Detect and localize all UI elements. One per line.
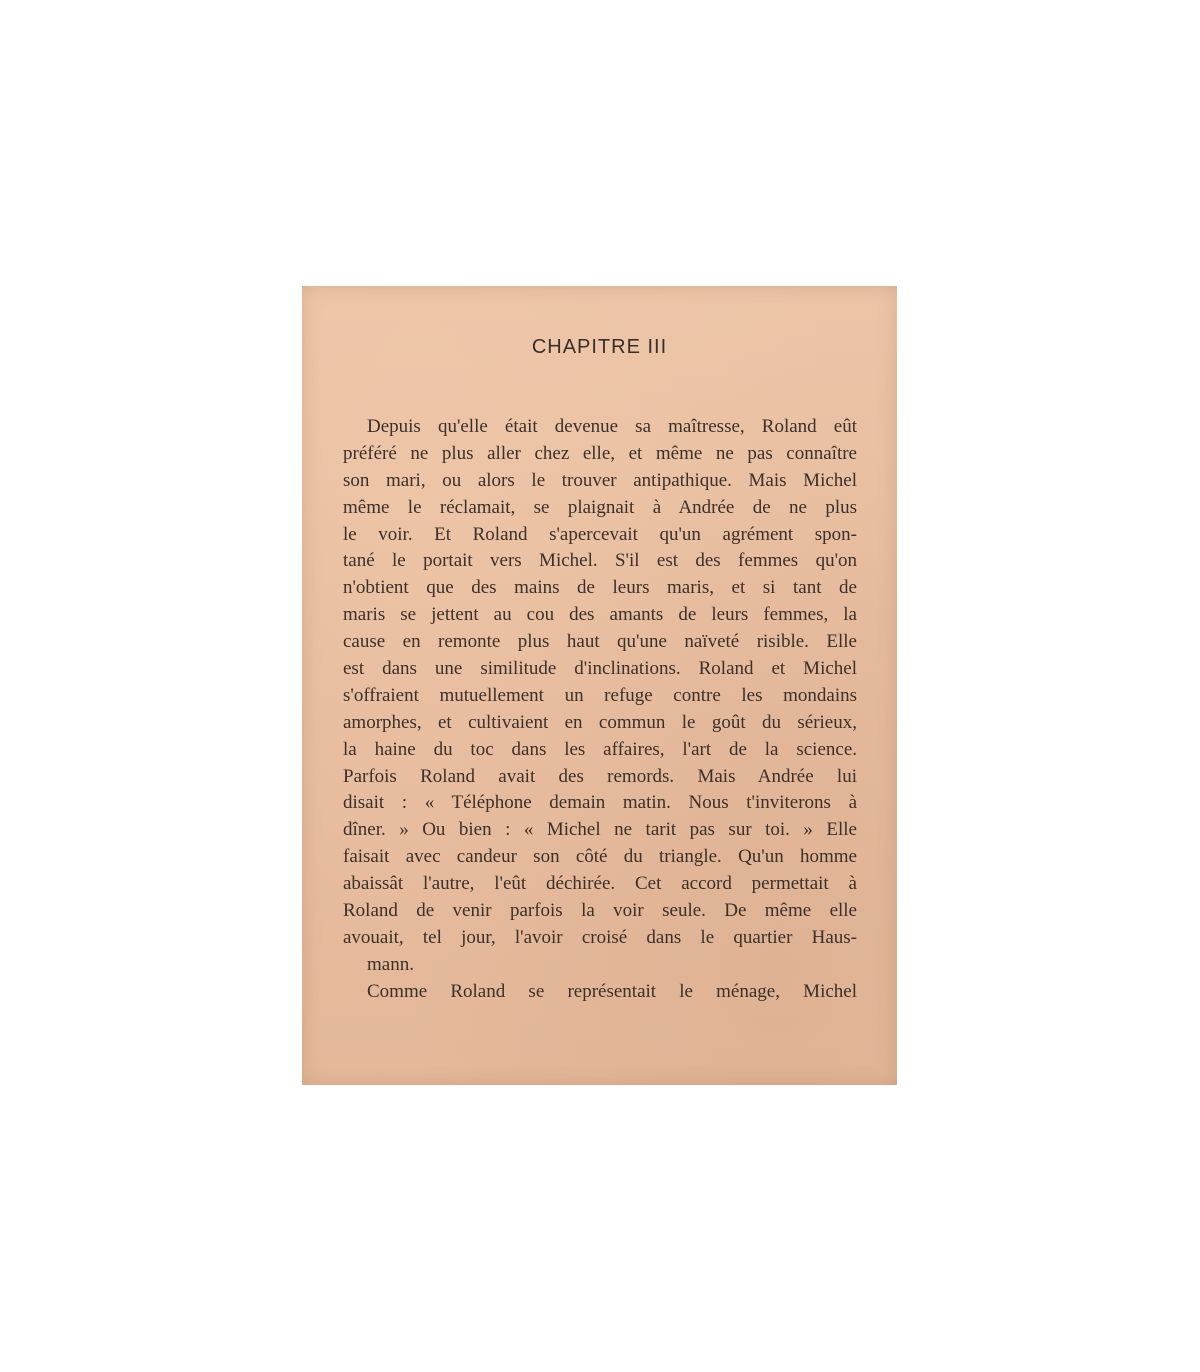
text-line: Depuis qu'elle était devenue sa maîtresse, Roland eût xyxy=(367,416,857,437)
text-line: amorphes, et cultivaient en commun le goût du sérieux, xyxy=(343,711,857,733)
paragraph xyxy=(343,979,857,1006)
chapter-title: CHAPITRE III xyxy=(531,336,668,358)
text-line: préféré ne plus aller chez elle, et même ne pas connaître xyxy=(343,442,857,464)
text-line: la haine du toc dans les affaires, l'art de la science. xyxy=(343,738,857,760)
paragraph xyxy=(343,414,857,979)
text-line: s'offraient mutuellement un refuge contre les mondains xyxy=(343,684,857,706)
text-line: n'obtient que des mains de leurs maris, et si tant de xyxy=(343,577,857,599)
text-line: tané le portait vers Michel. S'il est des femmes qu'on xyxy=(343,550,857,572)
text-line: mann. xyxy=(367,953,414,975)
text-line: faisait avec candeur son côté du triangle. Qu'un homme xyxy=(343,846,857,868)
text-line: disait : « Téléphone demain matin. Nous t'inviterons à xyxy=(343,792,857,814)
text-line: maris se jettent au cou des amants de leurs femmes, la xyxy=(343,604,857,626)
text-line: abaissât l'autre, l'eût déchirée. Cet accord permettait à xyxy=(343,873,857,895)
text-line: son mari, ou alors le trouver antipathique. Mais Michel xyxy=(343,469,857,491)
text-line: Parfois Roland avait des remords. Mais Andrée lui xyxy=(343,765,857,787)
body-text xyxy=(343,414,857,1006)
text-line: le voir. Et Roland s'apercevait qu'un agrément spon- xyxy=(343,523,857,545)
text-line: même le réclamait, se plaignait à Andrée de ne plus xyxy=(343,496,857,518)
text-line: dîner. » Ou bien : « Michel ne tarit pas sur toi. » Elle xyxy=(343,819,857,841)
text-line: Comme Roland se représentait le ménage, Michel xyxy=(367,980,857,1002)
book-page xyxy=(302,286,897,1085)
text-line: cause en remonte plus haut qu'une naïveté risible. Elle xyxy=(343,631,857,653)
text-line: est dans une similitude d'inclinations. Roland et Michel xyxy=(343,658,857,680)
text-line: avouait, tel jour, l'avoir croisé dans le quartier Haus- xyxy=(343,926,857,948)
text-line: Roland de venir parfois la voir seule. De même elle xyxy=(343,900,857,922)
